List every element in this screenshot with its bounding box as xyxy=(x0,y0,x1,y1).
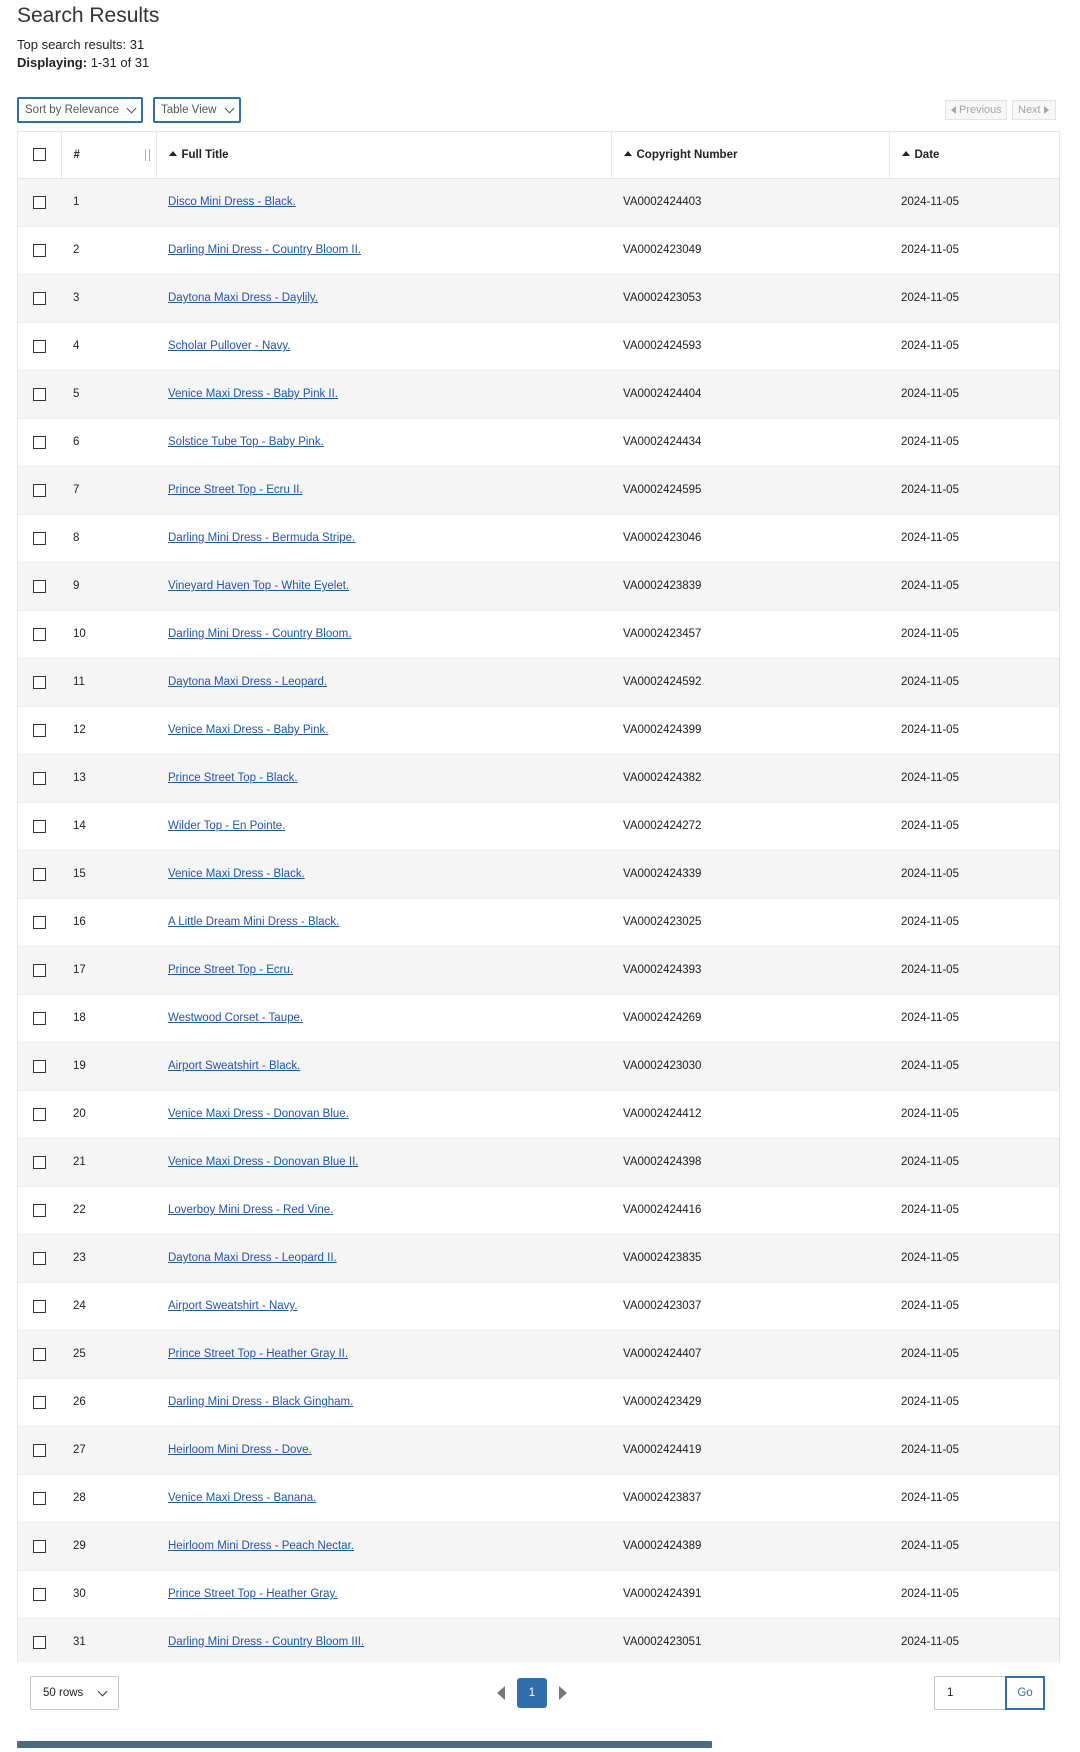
row-number: 29 xyxy=(61,1522,156,1570)
row-title-link[interactable]: A Little Dream Mini Dress - Black. xyxy=(168,916,340,928)
row-copyright-number: VA0002424407 xyxy=(611,1330,889,1378)
row-number: 26 xyxy=(61,1378,156,1426)
row-number: 10 xyxy=(61,610,156,658)
row-title-cell xyxy=(156,1330,611,1378)
row-title-cell xyxy=(156,274,611,322)
row-date: 2024-11-05 xyxy=(889,1090,1059,1138)
row-copyright-number: VA0002424592 xyxy=(611,658,889,706)
row-checkbox[interactable] xyxy=(33,1492,46,1505)
table-row xyxy=(18,370,1059,418)
row-checkbox[interactable] xyxy=(33,676,46,689)
row-select-cell xyxy=(18,946,61,994)
row-number: 5 xyxy=(61,370,156,418)
table-row xyxy=(18,1090,1059,1138)
row-select-cell xyxy=(18,1474,61,1522)
row-title-cell xyxy=(156,946,611,994)
row-copyright-number: VA0002423839 xyxy=(611,562,889,610)
row-checkbox[interactable] xyxy=(33,388,46,401)
row-number: 1 xyxy=(61,178,156,226)
row-select-cell xyxy=(18,754,61,802)
row-copyright-number: VA0002423046 xyxy=(611,514,889,562)
previous-label: Previous xyxy=(959,104,1002,116)
row-checkbox[interactable] xyxy=(33,1588,46,1601)
row-checkbox[interactable] xyxy=(33,580,46,593)
row-number: 16 xyxy=(61,898,156,946)
row-title-cell xyxy=(156,1186,611,1234)
table-row xyxy=(18,1186,1059,1234)
row-title-cell xyxy=(156,994,611,1042)
row-date: 2024-11-05 xyxy=(889,658,1059,706)
row-copyright-number: VA0002423049 xyxy=(611,226,889,274)
row-date: 2024-11-05 xyxy=(889,850,1059,898)
row-checkbox[interactable] xyxy=(33,1348,46,1361)
row-title-link[interactable]: Darling Mini Dress - Bermuda Stripe. xyxy=(168,532,356,544)
row-date: 2024-11-05 xyxy=(889,466,1059,514)
row-date: 2024-11-05 xyxy=(889,370,1059,418)
row-date: 2024-11-05 xyxy=(889,178,1059,226)
chevron-down-icon xyxy=(127,103,137,113)
row-select-cell xyxy=(18,1282,61,1330)
row-title-link[interactable]: Venice Maxi Dress - Baby Pink II. xyxy=(168,388,339,400)
table-row xyxy=(18,226,1059,274)
table-row xyxy=(18,1570,1059,1618)
row-number: 15 xyxy=(61,850,156,898)
row-checkbox[interactable] xyxy=(33,1204,46,1217)
row-number: 24 xyxy=(61,1282,156,1330)
row-number: 21 xyxy=(61,1138,156,1186)
row-select-cell xyxy=(18,274,61,322)
row-select-cell xyxy=(18,802,61,850)
row-checkbox[interactable] xyxy=(33,1636,46,1649)
row-date: 2024-11-05 xyxy=(889,226,1059,274)
row-number: 2 xyxy=(61,226,156,274)
row-copyright-number: VA0002424272 xyxy=(611,802,889,850)
row-copyright-number: VA0002423835 xyxy=(611,1234,889,1282)
row-select-cell xyxy=(18,370,61,418)
results-summary xyxy=(17,36,1057,72)
row-title-link[interactable]: Venice Maxi Dress - Banana. xyxy=(168,1492,317,1504)
row-title-cell xyxy=(156,1282,611,1330)
row-title-cell xyxy=(156,898,611,946)
row-date: 2024-11-05 xyxy=(889,322,1059,370)
column-header-date[interactable] xyxy=(889,132,1059,178)
sort-select[interactable] xyxy=(17,97,143,123)
row-copyright-number: VA0002424403 xyxy=(611,178,889,226)
table-row xyxy=(18,754,1059,802)
column-resize-handle[interactable] xyxy=(145,149,150,161)
row-title-link[interactable]: Prince Street Top - Black. xyxy=(168,772,298,784)
row-copyright-number: VA0002423025 xyxy=(611,898,889,946)
table-row xyxy=(18,898,1059,946)
row-checkbox[interactable] xyxy=(33,244,46,257)
row-title-link[interactable]: Westwood Corset - Taupe. xyxy=(168,1012,304,1024)
row-date: 2024-11-05 xyxy=(889,1474,1059,1522)
row-date: 2024-11-05 xyxy=(889,514,1059,562)
row-date: 2024-11-05 xyxy=(889,1426,1059,1474)
row-select-cell xyxy=(18,418,61,466)
row-copyright-number: VA0002423051 xyxy=(611,1618,889,1666)
row-copyright-number: VA0002423457 xyxy=(611,610,889,658)
row-copyright-number: VA0002424404 xyxy=(611,370,889,418)
top-results-count: Top search results: 31 xyxy=(17,37,145,52)
row-number: 31 xyxy=(61,1618,156,1666)
row-checkbox[interactable] xyxy=(33,964,46,977)
row-select-cell xyxy=(18,994,61,1042)
column-header-copyright[interactable] xyxy=(611,132,889,178)
rows-per-page-label: 50 rows xyxy=(43,1687,84,1699)
table-row xyxy=(18,178,1059,226)
row-title-cell xyxy=(156,1378,611,1426)
row-title-link[interactable]: Darling Mini Dress - Country Bloom III. xyxy=(168,1636,365,1648)
page-title: Search Results xyxy=(17,4,160,27)
row-title-cell xyxy=(156,850,611,898)
row-select-cell xyxy=(18,1138,61,1186)
row-title-link[interactable]: Loverboy Mini Dress - Red Vine. xyxy=(168,1204,334,1216)
goto-page-input[interactable] xyxy=(934,1676,1006,1710)
row-checkbox[interactable] xyxy=(33,868,46,881)
row-date: 2024-11-05 xyxy=(889,562,1059,610)
horizontal-scrollbar[interactable] xyxy=(17,1741,712,1748)
table-row xyxy=(18,1330,1059,1378)
table-header-row xyxy=(18,132,1059,178)
row-title-cell xyxy=(156,562,611,610)
row-checkbox[interactable] xyxy=(33,1444,46,1457)
row-date: 2024-11-05 xyxy=(889,1330,1059,1378)
table-row xyxy=(18,1618,1059,1666)
next-label: Next xyxy=(1018,104,1041,116)
row-select-cell xyxy=(18,226,61,274)
row-title-link[interactable]: Prince Street Top - Ecru II. xyxy=(168,484,303,496)
table-row xyxy=(18,1378,1059,1426)
row-number: 28 xyxy=(61,1474,156,1522)
row-checkbox[interactable] xyxy=(33,1300,46,1313)
row-select-cell xyxy=(18,1426,61,1474)
table-body xyxy=(18,178,1059,1666)
row-checkbox[interactable] xyxy=(33,436,46,449)
table-row xyxy=(18,994,1059,1042)
row-date: 2024-11-05 xyxy=(889,754,1059,802)
row-number: 18 xyxy=(61,994,156,1042)
select-all-checkbox[interactable] xyxy=(33,148,46,161)
table-row xyxy=(18,1426,1059,1474)
row-title-link[interactable]: Venice Maxi Dress - Black. xyxy=(168,868,305,880)
results-toolbar xyxy=(17,97,1060,123)
column-title-label: Full Title xyxy=(181,148,229,161)
row-copyright-number: VA0002423053 xyxy=(611,274,889,322)
row-date: 2024-11-05 xyxy=(889,706,1059,754)
row-title-link[interactable]: Solstice Tube Top - Baby Pink. xyxy=(168,436,324,448)
row-date: 2024-11-05 xyxy=(889,1282,1059,1330)
table-row xyxy=(18,1234,1059,1282)
row-checkbox[interactable] xyxy=(33,532,46,545)
column-copyright-label: Copyright Number xyxy=(636,148,738,161)
row-date: 2024-11-05 xyxy=(889,994,1059,1042)
table-row xyxy=(18,802,1059,850)
row-checkbox[interactable] xyxy=(33,1252,46,1265)
chevron-down-icon xyxy=(98,1686,108,1696)
results-table xyxy=(17,131,1060,1725)
table-row xyxy=(18,1138,1059,1186)
row-select-cell xyxy=(18,514,61,562)
row-checkbox[interactable] xyxy=(33,1108,46,1121)
row-title-link[interactable]: Daytona Maxi Dress - Daylily. xyxy=(168,292,318,304)
row-copyright-number: VA0002424382 xyxy=(611,754,889,802)
table-row xyxy=(18,514,1059,562)
row-title-link[interactable]: Prince Street Top - Heather Gray. xyxy=(168,1588,338,1600)
row-checkbox[interactable] xyxy=(33,484,46,497)
row-number: 23 xyxy=(61,1234,156,1282)
row-title-link[interactable]: Wilder Top - En Pointe. xyxy=(168,820,286,832)
results-table-grid xyxy=(18,132,1059,1667)
row-title-cell xyxy=(156,610,611,658)
row-number: 17 xyxy=(61,946,156,994)
row-checkbox[interactable] xyxy=(33,628,46,641)
row-title-link[interactable]: Heirloom Mini Dress - Dove. xyxy=(168,1444,312,1456)
table-row xyxy=(18,1522,1059,1570)
row-title-cell xyxy=(156,1426,611,1474)
row-select-cell xyxy=(18,1090,61,1138)
row-select-cell xyxy=(18,1330,61,1378)
previous-page-button[interactable] xyxy=(945,100,1007,120)
table-row xyxy=(18,850,1059,898)
row-number: 4 xyxy=(61,322,156,370)
row-title-link[interactable]: Airport Sweatshirt - Navy. xyxy=(168,1300,298,1312)
row-date: 2024-11-05 xyxy=(889,610,1059,658)
row-title-cell xyxy=(156,1234,611,1282)
displaying-value: 1-31 of 31 xyxy=(90,55,150,70)
row-select-cell xyxy=(18,658,61,706)
row-select-cell xyxy=(18,706,61,754)
table-row xyxy=(18,946,1059,994)
row-title-link[interactable]: Darling Mini Dress - Black Gingham. xyxy=(168,1396,354,1408)
row-title-cell xyxy=(156,466,611,514)
row-title-cell xyxy=(156,226,611,274)
row-copyright-number: VA0002424419 xyxy=(611,1426,889,1474)
row-date: 2024-11-05 xyxy=(889,1570,1059,1618)
row-copyright-number: VA0002424434 xyxy=(611,418,889,466)
row-number: 30 xyxy=(61,1570,156,1618)
caret-left-icon[interactable] xyxy=(497,1686,505,1700)
row-title-link[interactable]: Daytona Maxi Dress - Leopard. xyxy=(168,676,328,688)
row-checkbox[interactable] xyxy=(33,1156,46,1169)
row-number: 12 xyxy=(61,706,156,754)
results-header xyxy=(17,2,1057,72)
table-row xyxy=(18,706,1059,754)
row-date: 2024-11-05 xyxy=(889,1234,1059,1282)
row-title-link[interactable]: Airport Sweatshirt - Black. xyxy=(168,1060,301,1072)
column-number-label: # xyxy=(73,148,80,161)
sort-asc-icon xyxy=(169,151,177,156)
caret-left-icon xyxy=(951,106,956,114)
row-title-cell xyxy=(156,370,611,418)
row-copyright-number: VA0002424412 xyxy=(611,1090,889,1138)
row-checkbox[interactable] xyxy=(33,916,46,929)
caret-right-icon[interactable] xyxy=(559,1686,567,1700)
row-select-cell xyxy=(18,1042,61,1090)
row-title-cell xyxy=(156,802,611,850)
table-footer xyxy=(17,1662,1060,1725)
row-date: 2024-11-05 xyxy=(889,1522,1059,1570)
row-checkbox[interactable] xyxy=(33,196,46,209)
row-checkbox[interactable] xyxy=(33,1396,46,1409)
row-number: 9 xyxy=(61,562,156,610)
row-checkbox[interactable] xyxy=(33,1060,46,1073)
caret-right-icon xyxy=(1044,106,1049,114)
row-checkbox[interactable] xyxy=(33,820,46,833)
row-title-cell xyxy=(156,178,611,226)
row-select-cell xyxy=(18,1570,61,1618)
row-title-link[interactable]: Darling Mini Dress - Country Bloom II. xyxy=(168,244,361,256)
row-number: 7 xyxy=(61,466,156,514)
row-date: 2024-11-05 xyxy=(889,418,1059,466)
row-title-cell xyxy=(156,1474,611,1522)
row-copyright-number: VA0002424389 xyxy=(611,1522,889,1570)
row-number: 19 xyxy=(61,1042,156,1090)
row-select-cell xyxy=(18,466,61,514)
row-checkbox[interactable] xyxy=(33,1012,46,1025)
current-page-button[interactable]: 1 xyxy=(517,1678,547,1708)
column-header-number[interactable] xyxy=(61,132,156,178)
row-select-cell xyxy=(18,1618,61,1666)
row-select-cell xyxy=(18,1234,61,1282)
row-checkbox[interactable] xyxy=(33,1540,46,1553)
row-title-cell xyxy=(156,1090,611,1138)
row-title-cell xyxy=(156,1570,611,1618)
row-title-cell xyxy=(156,514,611,562)
sort-select-label: Sort by Relevance xyxy=(25,104,119,116)
row-copyright-number: VA0002423037 xyxy=(611,1282,889,1330)
row-copyright-number: VA0002423030 xyxy=(611,1042,889,1090)
row-number: 27 xyxy=(61,1426,156,1474)
row-select-cell xyxy=(18,178,61,226)
row-date: 2024-11-05 xyxy=(889,898,1059,946)
table-row xyxy=(18,418,1059,466)
table-row xyxy=(18,274,1059,322)
row-title-cell xyxy=(156,658,611,706)
row-copyright-number: VA0002424391 xyxy=(611,1570,889,1618)
view-select[interactable] xyxy=(153,97,241,123)
row-copyright-number: VA0002424339 xyxy=(611,850,889,898)
view-select-label: Table View xyxy=(161,104,217,116)
row-select-cell xyxy=(18,1378,61,1426)
row-select-cell xyxy=(18,1522,61,1570)
row-title-link[interactable]: Venice Maxi Dress - Baby Pink. xyxy=(168,724,329,736)
row-copyright-number: VA0002424269 xyxy=(611,994,889,1042)
row-copyright-number: VA0002424416 xyxy=(611,1186,889,1234)
row-copyright-number: VA0002424398 xyxy=(611,1138,889,1186)
go-button[interactable]: Go xyxy=(1005,1676,1045,1710)
row-number: 20 xyxy=(61,1090,156,1138)
row-number: 13 xyxy=(61,754,156,802)
row-title-link[interactable]: Daytona Maxi Dress - Leopard II. xyxy=(168,1252,337,1264)
row-title-cell xyxy=(156,1042,611,1090)
table-row xyxy=(18,1042,1059,1090)
row-date: 2024-11-05 xyxy=(889,1138,1059,1186)
row-select-cell xyxy=(18,898,61,946)
row-title-cell xyxy=(156,322,611,370)
row-checkbox[interactable] xyxy=(33,724,46,737)
row-checkbox[interactable] xyxy=(33,292,46,305)
row-copyright-number: VA0002424595 xyxy=(611,466,889,514)
row-checkbox[interactable] xyxy=(33,340,46,353)
row-title-link[interactable]: Prince Street Top - Heather Gray II. xyxy=(168,1348,349,1360)
row-title-cell xyxy=(156,754,611,802)
table-row xyxy=(18,1474,1059,1522)
sort-asc-icon xyxy=(624,151,632,156)
row-date: 2024-11-05 xyxy=(889,274,1059,322)
row-select-cell xyxy=(18,610,61,658)
displaying-range xyxy=(17,54,1057,72)
row-title-link[interactable]: Disco Mini Dress - Black. xyxy=(168,196,296,208)
row-copyright-number: VA0002424393 xyxy=(611,946,889,994)
row-select-cell xyxy=(18,850,61,898)
row-copyright-number: VA0002424399 xyxy=(611,706,889,754)
table-row xyxy=(18,466,1059,514)
row-number: 8 xyxy=(61,514,156,562)
row-title-link[interactable]: Darling Mini Dress - Country Bloom. xyxy=(168,628,352,640)
row-date: 2024-11-05 xyxy=(889,1378,1059,1426)
row-title-link[interactable]: Vineyard Haven Top - White Eyelet. xyxy=(168,580,350,592)
row-number: 14 xyxy=(61,802,156,850)
row-date: 2024-11-05 xyxy=(889,946,1059,994)
row-title-link[interactable]: Venice Maxi Dress - Donovan Blue II. xyxy=(168,1156,359,1168)
row-copyright-number: VA0002423429 xyxy=(611,1378,889,1426)
row-number: 6 xyxy=(61,418,156,466)
row-select-cell xyxy=(18,1186,61,1234)
chevron-down-icon xyxy=(225,103,235,113)
rows-per-page-select[interactable] xyxy=(30,1676,119,1710)
table-row xyxy=(18,562,1059,610)
row-title-link[interactable]: Heirloom Mini Dress - Peach Nectar. xyxy=(168,1540,354,1552)
row-copyright-number: VA0002423837 xyxy=(611,1474,889,1522)
sort-asc-icon xyxy=(902,151,910,156)
row-select-cell xyxy=(18,562,61,610)
row-number: 25 xyxy=(61,1330,156,1378)
table-row xyxy=(18,322,1059,370)
column-header-title[interactable] xyxy=(156,132,611,178)
row-title-link[interactable]: Prince Street Top - Ecru. xyxy=(168,964,294,976)
row-date: 2024-11-05 xyxy=(889,1042,1059,1090)
column-date-label: Date xyxy=(914,148,940,161)
next-page-button[interactable] xyxy=(1012,100,1056,120)
table-row xyxy=(18,610,1059,658)
row-number: 11 xyxy=(61,658,156,706)
row-title-link[interactable]: Scholar Pullover - Navy. xyxy=(168,340,291,352)
row-copyright-number: VA0002424593 xyxy=(611,322,889,370)
row-checkbox[interactable] xyxy=(33,772,46,785)
row-number: 22 xyxy=(61,1186,156,1234)
row-title-cell xyxy=(156,1618,611,1666)
row-select-cell xyxy=(18,322,61,370)
row-date: 2024-11-05 xyxy=(889,1618,1059,1666)
row-date: 2024-11-05 xyxy=(889,1186,1059,1234)
row-title-cell xyxy=(156,1138,611,1186)
table-row xyxy=(18,658,1059,706)
table-row xyxy=(18,1282,1059,1330)
row-title-cell xyxy=(156,706,611,754)
row-number: 3 xyxy=(61,274,156,322)
row-title-cell xyxy=(156,1522,611,1570)
select-all-cell xyxy=(18,132,61,178)
row-date: 2024-11-05 xyxy=(889,802,1059,850)
row-title-link[interactable]: Venice Maxi Dress - Donovan Blue. xyxy=(168,1108,349,1120)
displaying-label: Displaying: xyxy=(17,55,88,70)
row-title-cell xyxy=(156,418,611,466)
page-navigation xyxy=(497,1678,567,1708)
